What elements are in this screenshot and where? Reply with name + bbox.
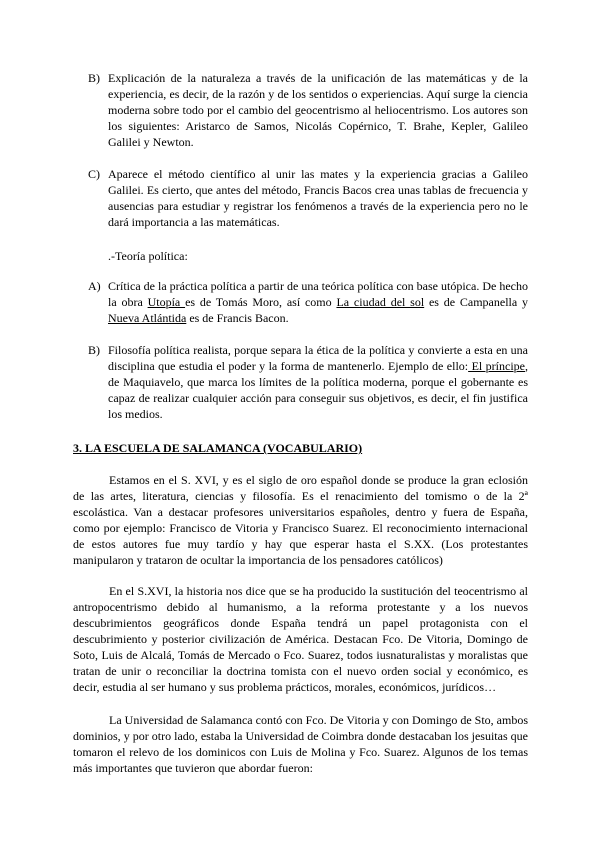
text-run: es de Campanella y [424, 295, 529, 309]
book-title-nueva-atlantida: Nueva Atlántida [108, 311, 187, 325]
text-run: Crítica de la práctica política a partir de una teórica política con base utópica. De hecho la obra [108, 279, 528, 309]
paragraph-siglo-de-oro: Estamos en el S. XVI, y es el siglo de oro español donde se produce la gran eclosión de las artes, literatura, ciencias y filosofía. Es el renacimiento del tomismo o de la 2ª escolástica. Van a destacar profesores universitarios españoles, dentro y fuera de España, como por ejemplo: Francisco de Vitoria y Francisco Suarez. El reconocimiento internacional de estos autores fue muy tardío y hay que esperar hasta el S.XX. (Los protestantes manipularon y trataron de ocultar la importancia de los pensadores católicos) [73, 473, 528, 567]
text-run: es de Tomás Moro, así como [185, 295, 337, 309]
book-title-utopia: Utopía [147, 295, 186, 309]
text-run: es de Francis Bacon. [186, 311, 289, 325]
paragraph-antropocentrismo: En el S.XVI, la historia nos dice que se ha producido la sustitución del teocentrismo al antropocentrismo debido al humanismo, a la reforma protestante y a los nuevos descubrimientos geográficos donde España tendrá un papel protagonista con el descubrimiento y posterior civilización de América. Destacan Fco. De Vitoria, Domingo de Soto, Luis de Alcalá, Tomás de Mercado o Fco. Suarez, todos iusnaturalistas y moralistas que tratan de unir o reconciliar la doctrina tomista con el nuevo orden social y económico, es decir, estudia al ser humano y sus problema prácticos, morales, económicos, jurídicos… [73, 584, 528, 694]
list-item-text [108, 342, 528, 422]
list-item-c-method [88, 166, 528, 230]
list-marker: B) [88, 343, 100, 357]
list-item-text: Explicación de la naturaleza a través de la unificación de las matemáticas y de la experiencia, es decir, de la razón y de los sentidos o experiencias. Aquí surge la ciencia moderna sobre todo por el cambio del geocentrismo al heliocentrismo. Los autores son los siguientes: Aristarco de Samos, Nicolás Copérnico, T. Brahe, Kepler, Galileo Galilei y Newton. [108, 71, 528, 149]
book-title-el-principe: El príncipe [468, 359, 525, 373]
section-title: 3. LA ESCUELA DE SALAMANCA (VOCABULARIO) [73, 441, 363, 455]
list-item-a-utopian [88, 278, 528, 326]
paragraph-universidad: La Universidad de Salamanca contó con Fco. De Vitoria y con Domingo de Sto, ambos dominios, y por otro lado, estaba la Universidad de Coimbra donde destacaban los jesuitas que tomaron el relevo de los dominicos con Luis de Molina y Fco. Suarez. Algunos de los temas más importantes que tuvieron que abordar fueron: [73, 713, 528, 775]
list-item-text [108, 278, 528, 326]
list-item-b-science [88, 70, 528, 150]
list-marker: C) [88, 167, 100, 181]
text-run: Filosofía política realista, porque separa la ética de la política y convierte a esta en una disciplina que estudia el poder y la forma de mantenerlo. Ejemplo de ello: [108, 343, 528, 373]
list-item-b-realist [88, 342, 528, 422]
subheading-political-theory: .-Teoría política: [108, 249, 188, 263]
text-run: , de Maquiavelo, que marca los límites de la política moderna, porque el gobernante es capaz de realizar cualquier acción para conseguir sus objetivos, es decir, el fin justifica los medios. [108, 359, 528, 421]
list-marker: A) [88, 279, 101, 293]
list-marker: B) [88, 71, 100, 85]
book-title-ciudad-del-sol: La ciudad del sol [336, 295, 425, 309]
list-item-text: Aparece el método científico al unir las mates y la experiencia gracias a Galileo Galilei. Es cierto, que antes del método, Francis Bacos crea unas tablas de frecuencia y ausencias para estudiar y registrar los fenómenos a través de la experiencia pero no le dará importancia a las matemáticas. [108, 167, 528, 229]
